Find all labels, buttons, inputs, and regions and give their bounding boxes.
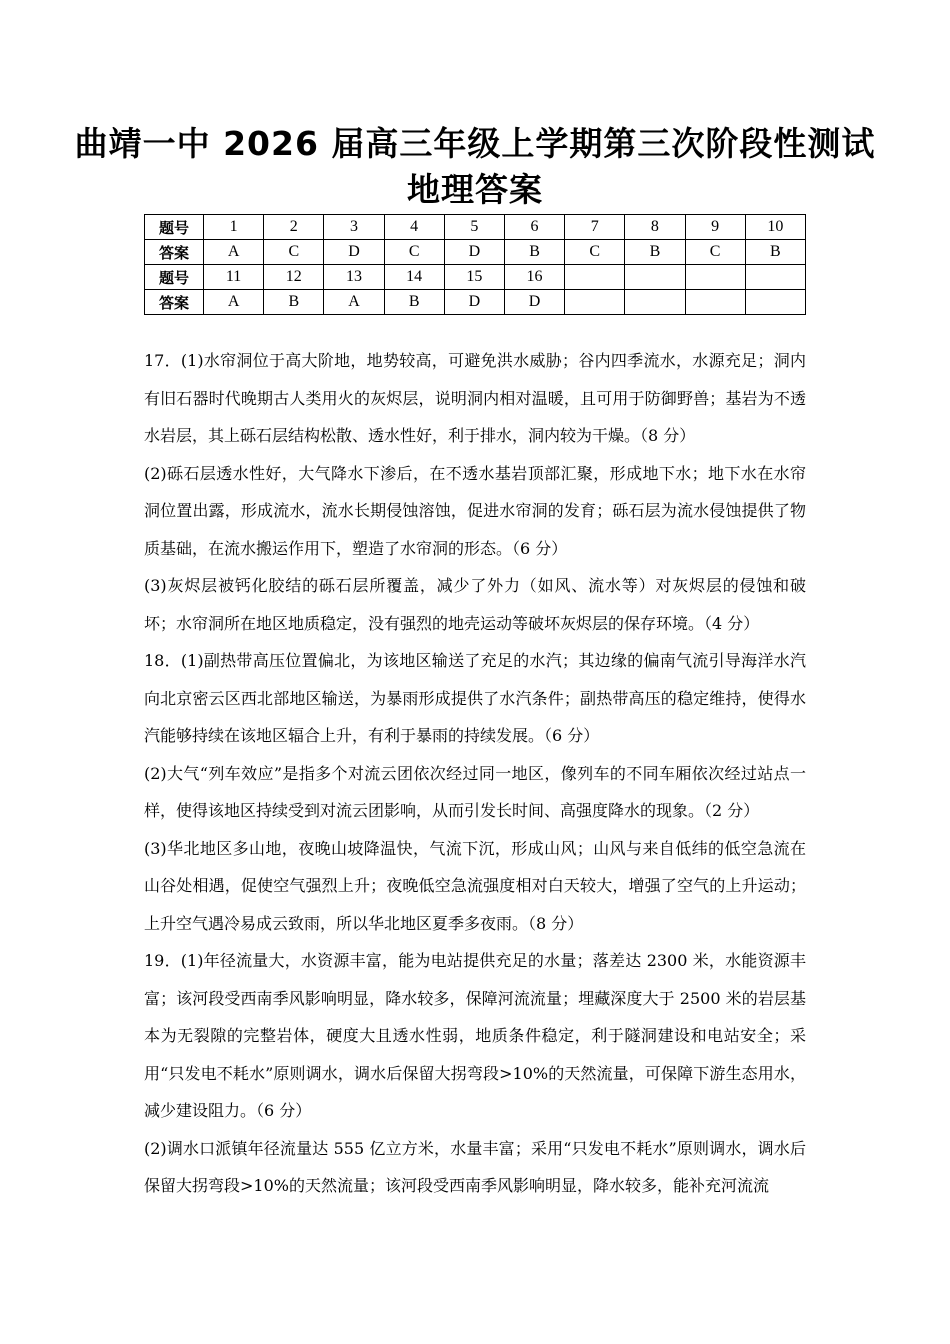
table-row — [145, 240, 806, 265]
table-cell: 6 — [504, 215, 564, 240]
table-cell: 7 — [565, 215, 625, 240]
table-cell: 15 — [444, 265, 504, 290]
answer-paragraph: (3)灰烬层被钙化胶结的砾石层所覆盖，减少了外力（如风、流水等）对灰烬层的侵蚀和破坏；水帘洞所在地区地质稳定，没有强烈的地壳运动等破坏灰烬层的保存环境。（4 分） — [144, 576, 806, 633]
table-cell — [685, 290, 745, 315]
table-cell: 12 — [264, 265, 324, 290]
answer-explanations — [144, 342, 806, 1205]
document-subtitle: 地理答案 — [407, 170, 543, 209]
table-row — [145, 215, 806, 240]
table-cell: D — [444, 290, 504, 315]
table-cell: 5 — [444, 215, 504, 240]
answer-paragraph: (2)调水口派镇年径流量达 555 亿立方米，水量丰富；采用“只发电不耗水”原则调水，调水后保留大拐弯段>10%的天然流量；该河段受西南季风影响明显，降水较多，能补充河流流 — [144, 1138, 806, 1195]
table-cell: B — [625, 240, 685, 265]
table-cell: C — [565, 240, 625, 265]
table-cell: B — [745, 240, 805, 265]
table-cell: 11 — [204, 265, 264, 290]
table-cell: 10 — [745, 215, 805, 240]
table-cell — [745, 290, 805, 315]
table-cell: D — [444, 240, 504, 265]
table-row — [145, 290, 806, 315]
table-cell: B — [264, 290, 324, 315]
table-cell: B — [504, 240, 564, 265]
table-cell: A — [204, 240, 264, 265]
table-cell: 13 — [324, 265, 384, 290]
table-cell: 14 — [384, 265, 444, 290]
table-cell: A — [204, 290, 264, 315]
answer-paragraph: (2)大气“列车效应”是指多个对流云团依次经过同一地区，像列车的不同车厢依次经过站点一样，使得该地区持续受到对流云团影响，从而引发长时间、高强度降水的现象。（2 分） — [144, 763, 806, 820]
table-cell — [565, 290, 625, 315]
table-cell: B — [384, 290, 444, 315]
table-cell: 16 — [504, 265, 564, 290]
table-cell: A — [324, 290, 384, 315]
document-title: 曲靖一中 2026 届高三年级上学期第三次阶段性测试 — [74, 124, 876, 163]
table-cell — [685, 265, 745, 290]
row-header: 答案 — [145, 240, 204, 265]
table-cell: 3 — [324, 215, 384, 240]
answer-paragraph: (2)砾石层透水性好，大气降水下渗后，在不透水基岩顶部汇聚，形成地下水；地下水在水帘洞位置出露，形成流水，流水长期侵蚀溶蚀，促进水帘洞的发育；砾石层为流水侵蚀提供了物质基础，在流水搬运作用下，塑造了水帘洞的形态。（6 分） — [144, 463, 806, 558]
table-cell — [565, 265, 625, 290]
answer-paragraph: 18．(1)副热带高压位置偏北，为该地区输送了充足的水汽；其边缘的偏南气流引导海洋水汽向北京密云区西北部地区输送，为暴雨形成提供了水汽条件；副热带高压的稳定维持，使得水汽能够持续在该地区辐合上升，有利于暴雨的持续发展。（6 分） — [144, 651, 806, 745]
answer-paragraph: (3)华北地区多山地，夜晚山坡降温快，气流下沉，形成山风；山风与来自低纬的低空急流在山谷处相遇，促使空气强烈上升；夜晚低空急流强度相对白天较大，增强了空气的上升运动；上升空气遇冷易成云致雨，所以华北地区夏季多夜雨。（8 分） — [144, 838, 806, 933]
table-cell: C — [264, 240, 324, 265]
table-cell: D — [504, 290, 564, 315]
table-cell: 4 — [384, 215, 444, 240]
table-cell: 9 — [685, 215, 745, 240]
table-cell: 2 — [264, 215, 324, 240]
table-cell: C — [685, 240, 745, 265]
table-cell — [745, 265, 805, 290]
table-cell — [625, 265, 685, 290]
table-cell: 8 — [625, 215, 685, 240]
answer-paragraph: 17．(1)水帘洞位于高大阶地，地势较高，可避免洪水威胁；谷内四季流水，水源充足；洞内有旧石器时代晚期古人类用火的灰烬层，说明洞内相对温暖，且可用于防御野兽；基岩为不透水岩层，其上砾石层结构松散、透水性好，利于排水，洞内较为干燥。（8 分） — [144, 351, 806, 445]
table-cell: C — [384, 240, 444, 265]
table-cell — [625, 290, 685, 315]
answer-paragraph: 19．(1)年径流量大，水资源丰富，能为电站提供充足的水量；落差达 2300 米，水能资源丰富；该河段受西南季风影响明显，降水较多，保障河流流量；埋藏深度大于 2500 米的岩层基本为无裂隙的完整岩体，硬度大且透水性弱，地质条件稳定，利于隧洞建设和电站安全；采用“只发电不耗水”原则调水，调水后保留大拐弯段>10%的天然流量，可保障下游生态用水，减少建设阻力。（6 分） — [144, 951, 806, 1120]
row-header: 题号 — [145, 265, 204, 290]
row-header: 答案 — [145, 290, 204, 315]
table-cell: D — [324, 240, 384, 265]
table-cell: 1 — [204, 215, 264, 240]
row-header: 题号 — [145, 215, 204, 240]
answer-key-table — [144, 214, 806, 315]
table-row — [145, 265, 806, 290]
